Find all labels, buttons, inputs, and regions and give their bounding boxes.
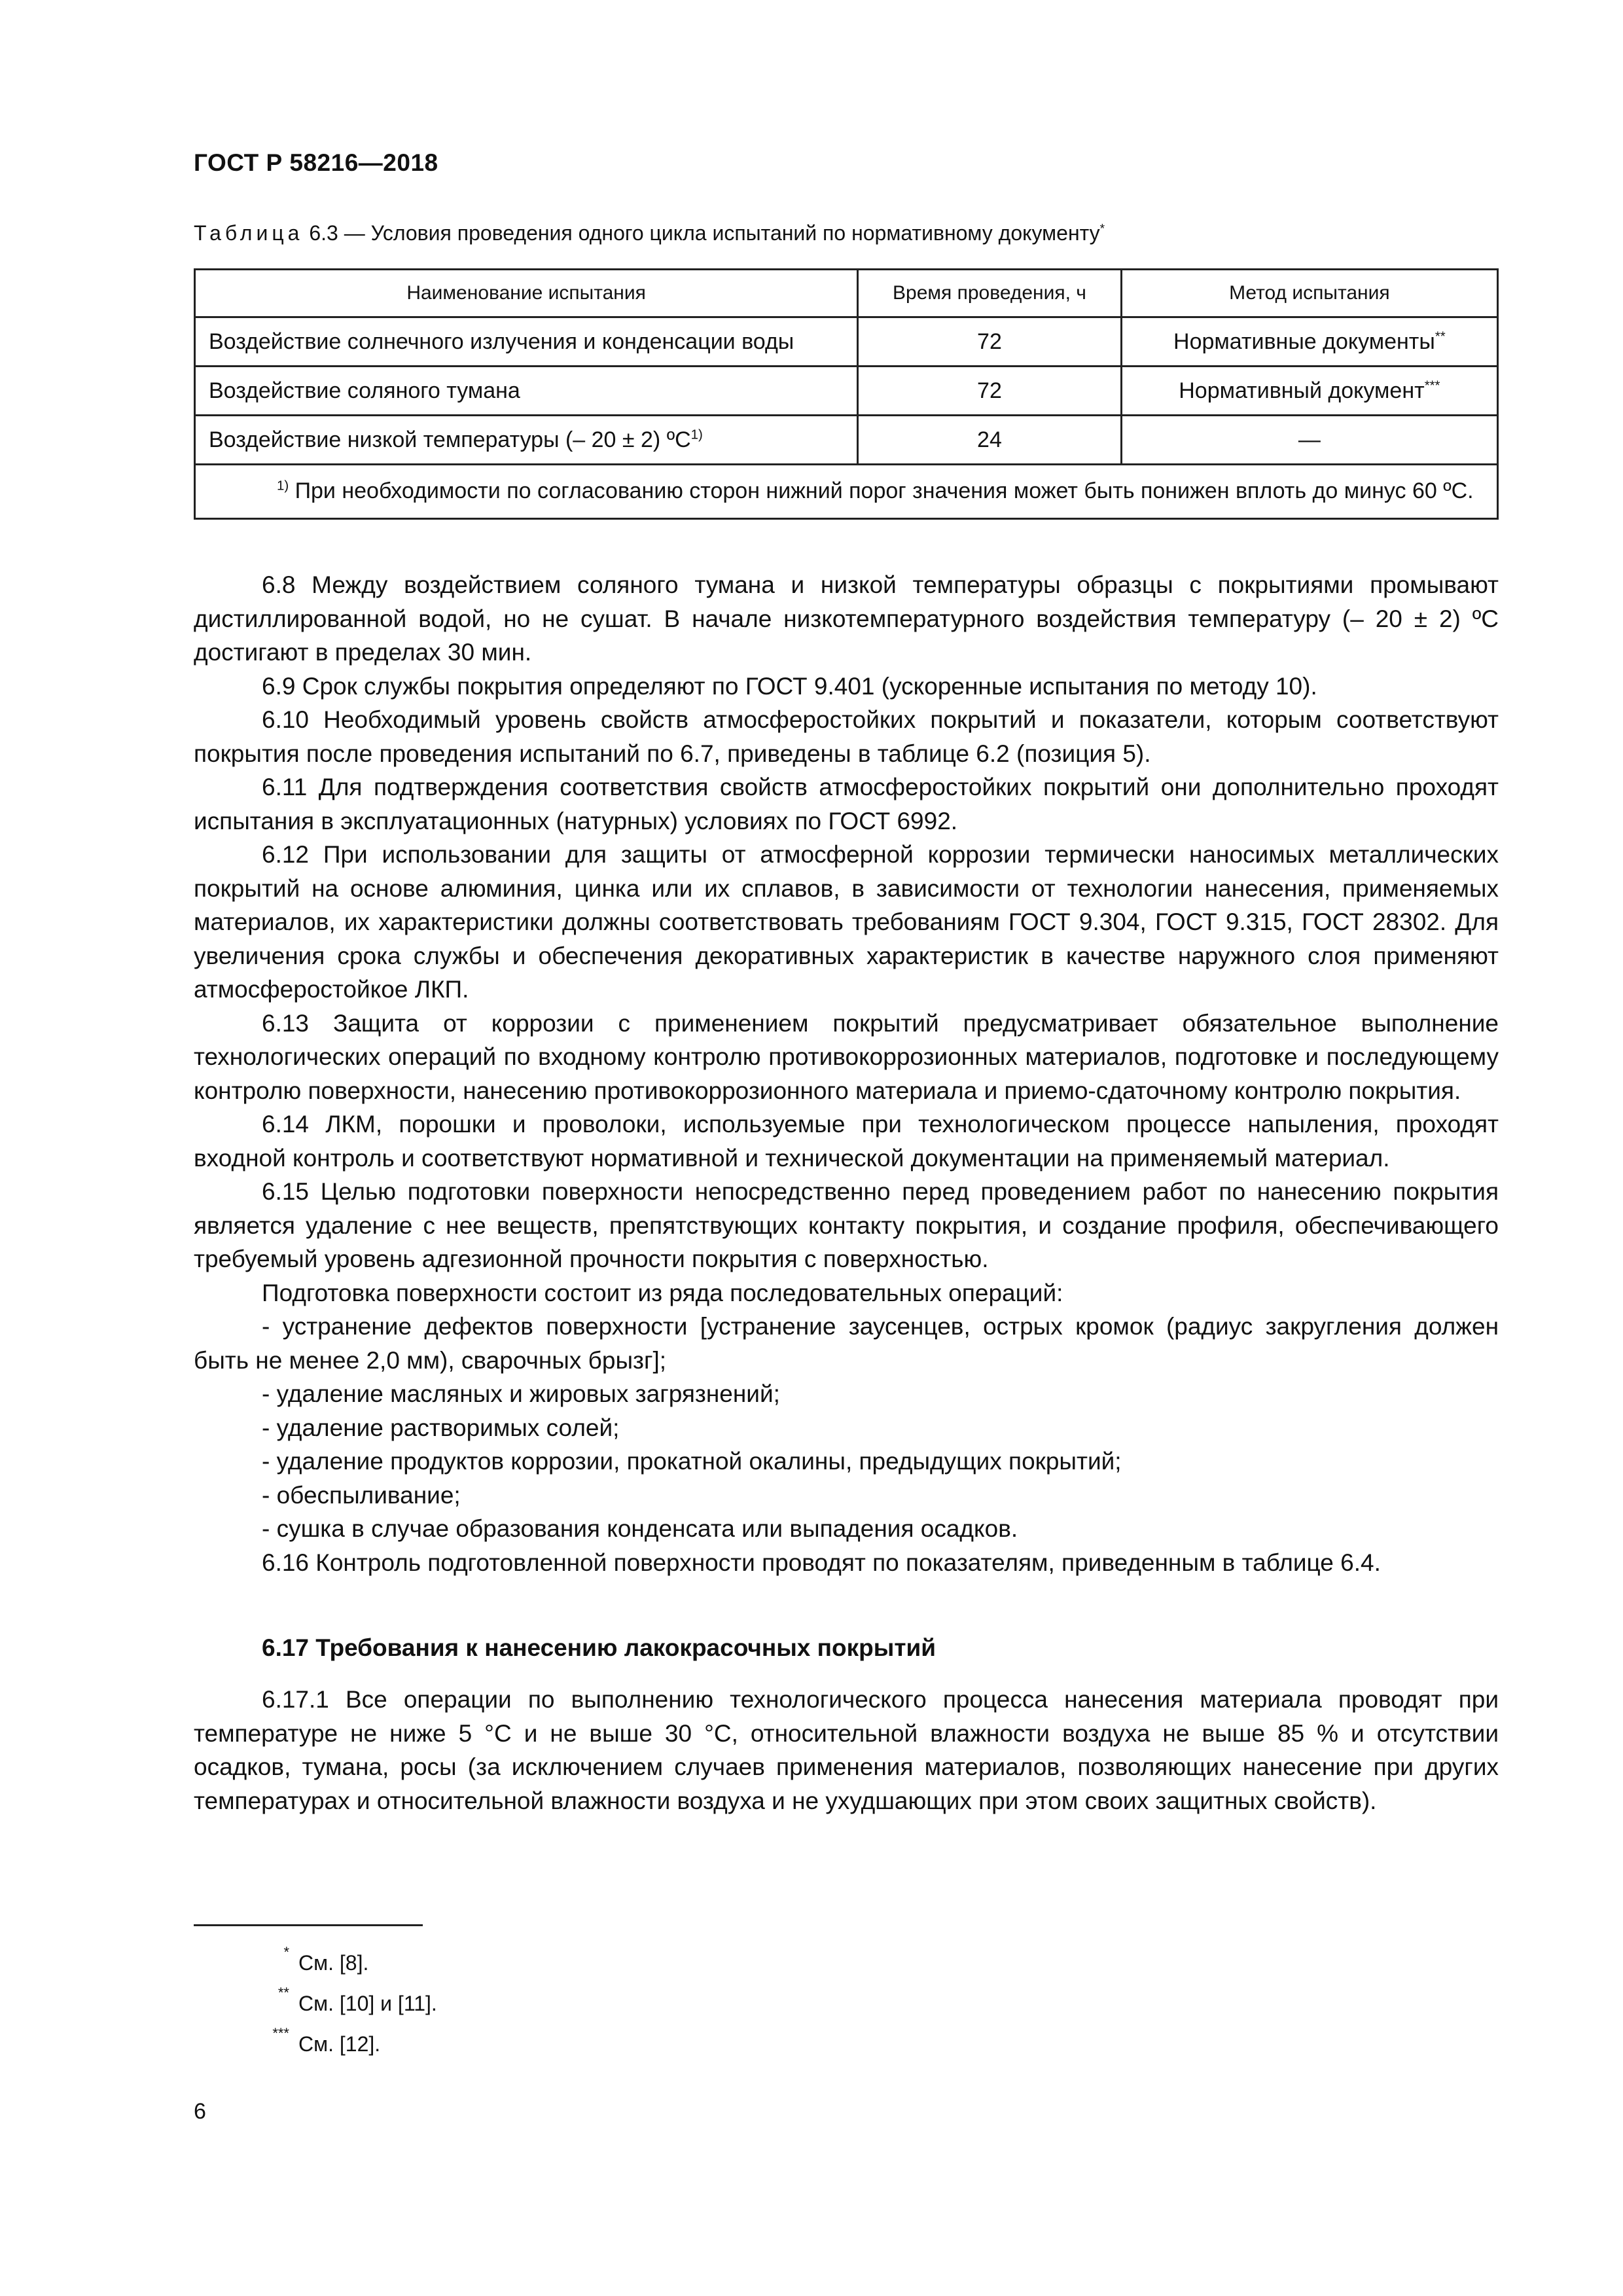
footnote-mark: *** — [1424, 378, 1440, 393]
paragraph: 6.9 Срок службы покрытия определяют по ГОСТ 9.401 (ускоренные испытания по методу 10). — [262, 672, 1317, 700]
method-text: Нормативный документ — [1179, 378, 1425, 403]
paragraph: 6.15 Целью подготовки поверхности непосредственно перед проведением работ по нанесению покрытия является удаление с нее веществ, препятствующих контакту покрытия, и создание профиля, обеспечивающего требуемый уровень адгезионной прочности покрытия с поверхностью. — [194, 1178, 1499, 1272]
paragraph: 6.13 Защита от коррозии с применением покрытий предусматривает обязательное выполнение технологических операций по входному контролю противокоррозионных материалов, подготовке и последующему контролю поверхности, нанесению противокоррозионного материала и приемо-сдаточному контролю покрытия. — [194, 1009, 1499, 1104]
footnotes — [249, 1943, 437, 2064]
table-caption-label: Таблица — [194, 221, 304, 245]
table-cell-time: 72 — [858, 317, 1122, 367]
paragraph: 6.12 При использовании для защиты от атмосферной коррозии термически наносимых металлических покрытий на основе алюминия, цинка или их сплавов, в зависимости от технологии нанесения, применяемых материалов, их характеристики должны соответствовать требованиям ГОСТ 9.304, ГОСТ 9.315, ГОСТ 28302. Для увеличения срока службы и обеспечения декоративных характеристик в качестве наружного слоя применяют атмосферостойкое ЛКП. — [194, 841, 1499, 1003]
table-caption — [194, 221, 1499, 245]
table-header-cell: Метод испытания — [1121, 270, 1497, 317]
footnote-text: См. [10] и [11]. — [298, 1992, 437, 2015]
document-code-header: ГОСТ Р 58216—2018 — [194, 149, 438, 176]
table-cell-time: 72 — [858, 367, 1122, 416]
table-note-mark: 1) — [277, 478, 289, 493]
table-caption-text: 6.3 — Условия проведения одного цикла испытаний по нормативному документу — [303, 221, 1100, 245]
list-item: - удаление масляных и жировых загрязнений; — [262, 1380, 780, 1407]
paragraph: 6.8 Между воздействием соляного тумана и низкой температуры образцы с покрытиями промывают дистиллированной водой, но не сушат. В начале низкотемпературного воздействия температуру (– 20 ± 2) ºС достигают в пределах 30 мин. — [194, 571, 1499, 666]
paragraph: 6.14 ЛКМ, порошки и проволоки, используемые при технологическом процессе напыления, проходят входной контроль и соответствуют нормативной и технической документации на применяемый материал. — [194, 1111, 1499, 1172]
paragraph: 6.10 Необходимый уровень свойств атмосферостойких покрытий и показатели, которым соответствуют покрытия после проведения испытаний по 6.7, приведены в таблице 6.2 (позиция 5). — [194, 706, 1499, 767]
footnote — [249, 1983, 437, 2024]
section-heading: 6.17 Требования к нанесению лакокрасочных покрытий — [262, 1634, 936, 1661]
list-item: - обеспыливание; — [262, 1481, 461, 1509]
table-row — [195, 367, 1498, 416]
list-item: - устранение дефектов поверхности [устранение заусенцев, острых кромок (радиус закругления должен быть не менее 2,0 мм), сварочных брызг]; — [194, 1313, 1499, 1374]
table-note — [195, 465, 1498, 519]
name-text: Воздействие низкой температуры (– 20 ± 2) ºС — [209, 427, 691, 452]
table-row — [195, 416, 1498, 465]
table-cell-time: 24 — [858, 416, 1122, 465]
footnote-text: См. [12]. — [298, 2032, 381, 2056]
table-row — [195, 317, 1498, 367]
table-note-text: При необходимости по согласованию сторон нижний порог значения может быть понижен вплоть до минус 60 ºС. — [289, 478, 1474, 503]
table-header-row — [195, 270, 1498, 317]
section-body — [194, 1683, 1499, 1818]
footnote-mark: * — [283, 1944, 289, 1960]
table-cell-name — [195, 416, 858, 465]
footnote-separator — [194, 1924, 423, 1926]
footnote — [249, 2024, 437, 2064]
paragraph: 6.17.1 Все операции по выполнению технологического процесса нанесения материала проводят при температуре не ниже 5 °С и не выше 30 °С, относительной влажности воздуха не выше 85 % и отсутствии осадков, тумана, росы (за исключением случаев применения материалов, позволяющих нанесение при других температурах и относительной влажности воздуха и не ухудшающих при этом своих защитных свойств). — [194, 1686, 1499, 1814]
method-text: Нормативные документы — [1173, 329, 1435, 354]
footnote-mark: 1) — [690, 427, 703, 442]
table-caption-footnote-mark: * — [1099, 222, 1105, 236]
table-header-cell: Наименование испытания — [195, 270, 858, 317]
table-cell-name: Воздействие соляного тумана — [195, 367, 858, 416]
footnote-text: См. [8]. — [298, 1951, 369, 1975]
footnote — [249, 1943, 437, 1983]
body-text — [194, 568, 1499, 1579]
table-header-cell: Время проведения, ч — [858, 270, 1122, 317]
footnote-mark: ** — [1435, 329, 1446, 344]
table-cell-method: — — [1121, 416, 1497, 465]
paragraph: 6.16 Контроль подготовленной поверхности проводят по показателям, приведенным в таблице 6.4. — [262, 1549, 1381, 1576]
list-item: - сушка в случае образования конденсата или выпадения осадков. — [262, 1515, 1018, 1542]
test-conditions-table — [194, 268, 1499, 520]
page-number: 6 — [194, 2099, 206, 2124]
list-item: - удаление растворимых солей; — [262, 1414, 620, 1441]
list-item: - удаление продуктов коррозии, прокатной окалины, предыдущих покрытий; — [262, 1448, 1122, 1475]
table-cell-method — [1121, 367, 1497, 416]
paragraph: Подготовка поверхности состоит из ряда последовательных операций: — [262, 1279, 1063, 1306]
table-note-row — [195, 465, 1498, 519]
paragraph: 6.11 Для подтверждения соответствия свойств атмосферостойких покрытий они дополнительно проходят испытания в эксплуатационных (натурных) условиях по ГОСТ 6992. — [194, 774, 1499, 834]
table-cell-name: Воздействие солнечного излучения и конденсации воды — [195, 317, 858, 367]
table-cell-method — [1121, 317, 1497, 367]
footnote-mark: *** — [272, 2025, 289, 2041]
footnote-mark: ** — [277, 1984, 289, 2001]
